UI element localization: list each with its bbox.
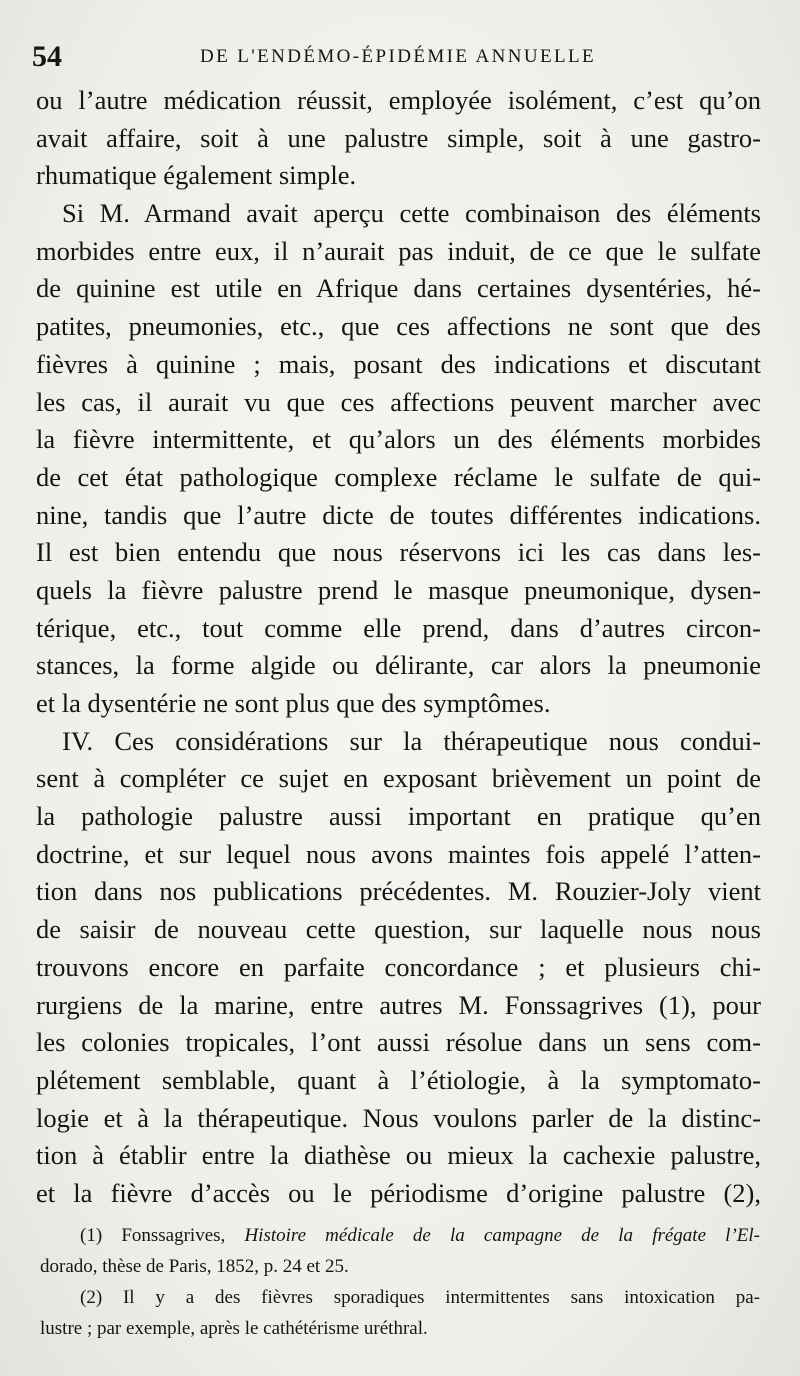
text-line: rhumatique également simple. xyxy=(36,160,357,191)
text-line: fièvres à quinine ; mais, posant des indications et discutant xyxy=(36,348,761,379)
text-line: la pathologie palustre aussi important en pratique qu’en xyxy=(36,801,761,832)
text-line: la fièvre intermittente, et qu’alors un des éléments morbides xyxy=(36,424,761,455)
footnote-work-title: Histoire médicale de la campagne de la frégate l’El- xyxy=(244,1225,760,1246)
text-line: rurgiens de la marine, entre autres M. Fonssagrives (1), pour xyxy=(36,989,761,1020)
text-line: les cas, il aurait vu que ces affections peuvent marcher avec xyxy=(36,386,761,417)
page-header xyxy=(32,40,760,74)
text-line: et la fièvre d’accès ou le périodisme d’origine palustre (2), xyxy=(36,1177,761,1208)
text-line: trouvons encore en parfaite concordance ; et plusieurs chi- xyxy=(36,951,761,982)
text-line: Si M. Armand avait aperçu cette combinaison des éléments xyxy=(62,198,761,229)
text-line: patites, pneumonies, etc., que ces affections ne sont que des xyxy=(36,311,761,342)
text-line: doctrine, et sur lequel nous avons maintes fois appelé l’atten- xyxy=(36,838,761,869)
text-line: stances, la forme algide ou délirante, car alors la pneumonie xyxy=(36,650,761,681)
text-line: de saisir de nouveau cette question, sur laquelle nous nous xyxy=(36,914,761,945)
text-line: IV. Ces considérations sur la thérapeutique nous condui- xyxy=(62,725,761,756)
text-line: de cet état pathologique complexe réclame le sulfate de qui- xyxy=(36,461,761,492)
footnote-2: (2) Il y a des fièvres sporadiques intermittentes sans intoxication pa- xyxy=(80,1287,760,1308)
text-line: avait affaire, soit à une palustre simple, soit à une gastro- xyxy=(36,122,761,153)
body-text xyxy=(36,82,761,1213)
text-line: logie et à la thérapeutique. Nous voulons parler de la distinc- xyxy=(36,1102,761,1133)
page-number: 54 xyxy=(32,40,62,73)
text-line: et la dysentérie ne sont plus que des symptômes. xyxy=(36,688,551,718)
text-line: sent à compléter ce sujet en exposant brièvement un point de xyxy=(36,763,761,794)
text-line: tion à établir entre la diathèse ou mieux la cachexie palustre, xyxy=(36,1140,761,1171)
footnote-2-continuation: lustre ; par exemple, après le cathétérisme uréthral. xyxy=(40,1318,428,1339)
text-line: les colonies tropicales, l’ont aussi résolue dans un sens com- xyxy=(36,1027,761,1058)
footnote-author: Fonssagrives, xyxy=(121,1225,226,1246)
footnote-1-continuation: dorado, thèse de Paris, 1852, p. 24 et 25. xyxy=(40,1256,349,1277)
text-line: plétement semblable, quant à l’étiologie, à la symptomato- xyxy=(36,1064,761,1095)
text-line: ou l’autre médication réussit, employée isolément, c’est qu’on xyxy=(36,85,761,115)
text-line: Il est bien entendu que nous réservons ici les cas dans les- xyxy=(36,537,761,568)
text-line: nine, tandis que l’autre dicte de toutes différentes indications. xyxy=(36,499,761,530)
text-line: de quinine est utile en Afrique dans certaines dysentéries, hé- xyxy=(36,273,761,304)
running-head: DE L'ENDÉMO-ÉPIDÉMIE ANNUELLE xyxy=(200,46,596,67)
footnotes xyxy=(40,1220,760,1344)
text-line: morbides entre eux, il n’aurait pas induit, de ce que le sulfate xyxy=(36,235,761,266)
text-line: tion dans nos publications précédentes. M. Rouzier-Joly vient xyxy=(36,876,761,907)
text-line: térique, etc., tout comme elle prend, dans d’autres circon- xyxy=(36,612,761,643)
footnote-1 xyxy=(40,1220,760,1251)
footnote-marker: (1) xyxy=(80,1225,103,1246)
text-line: quels la fièvre palustre prend le masque pneumonique, dysen- xyxy=(36,574,761,605)
